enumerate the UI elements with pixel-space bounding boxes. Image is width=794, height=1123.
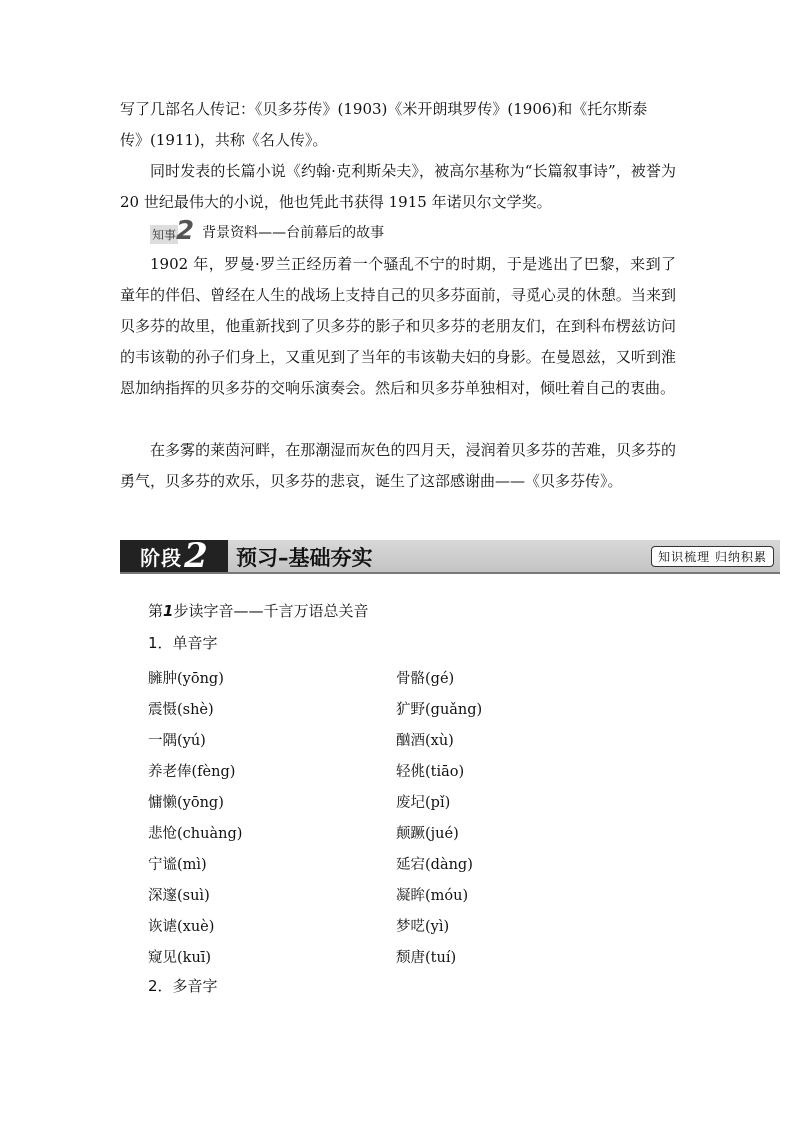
intro-para2: 同时发表的长篇小说《约翰·克利斯朵夫》，被高尔基称为“长篇叙事诗”，被誉为 20 世纪最伟大的小说，他也凭此书获得 1915 年诺贝尔文学奖。 — [120, 162, 676, 211]
intro-para1-line2: 传》(1911)，共称《名人传》。 — [120, 131, 328, 149]
vocab-row — [148, 880, 568, 911]
section-title: 背景资料——台前幕后的故事 — [202, 225, 385, 241]
vocab-item: 轻佻(tiāo) — [396, 764, 465, 780]
stage-title: 预习–基础夯实 — [236, 546, 373, 570]
stage-label — [120, 536, 228, 576]
vocab-item: 诙谑(xuè) — [148, 919, 215, 935]
vocab-item: 震慑(shè) — [148, 702, 214, 718]
vocab-row — [148, 756, 568, 787]
section-badge-word: 知事 — [150, 225, 178, 244]
vocab-item: 延宕(dàng) — [396, 857, 473, 873]
vocab-item: 一隅(yú) — [148, 733, 206, 749]
section-badge-number: 2 — [176, 216, 195, 246]
vocab-row — [148, 663, 568, 694]
vocab-item: 臃肿(yōng) — [148, 671, 224, 687]
vocab-item: 深邃(suì) — [148, 888, 210, 904]
vocab-item: 凝眸(móu) — [396, 888, 469, 904]
vocab-row — [148, 694, 568, 725]
vocab-item: 悲怆(chuàng) — [148, 826, 243, 842]
stage-tag: 知识梳理 归纳积累 — [651, 546, 774, 567]
stage-label-number: 2 — [184, 536, 208, 576]
section-heading — [150, 216, 385, 246]
vocab-item: 梦呓(yì) — [396, 919, 450, 935]
vocab-item: 窥见(kuī) — [148, 950, 212, 966]
step-title-prefix: 第 — [148, 602, 164, 620]
vocab-list — [148, 663, 568, 973]
vocab-item: 废圮(pǐ) — [396, 795, 451, 811]
step-title-suffix: 步读字音——千言万语总关音 — [173, 602, 369, 620]
vocab-row — [148, 787, 568, 818]
background-para1: 1902 年，罗曼·罗兰正经历着一个骚乱不宁的时期，于是逃出了巴黎，来到了童年的伴侣、曾经在人生的战场上支持自己的贝多芬面前，寻觅心灵的休憩。当来到贝多芬的故里，他重新找到了贝多芬的影子和贝多芬的老朋友们，在到科布楞兹访问的韦该勒的孙子们身上，又重见到了当年的韦该勒夫妇的身影。在曼恩兹，又听到淮恩加纳指挥的贝多芬的交响乐演奏会。然后和贝多芬单独相对，倾吐着自己的衷曲。 — [120, 255, 676, 397]
vocab-item: 颓唐(tuí) — [396, 950, 457, 966]
intro-para1-line1: 写了几部名人传记：《贝多芬传》(1903)《米开朗琪罗传》(1906)和《托尔斯泰 — [120, 100, 648, 118]
vocab-item: 慵懒(yōng) — [148, 795, 224, 811]
vocab-item: 犷野(guǎng) — [396, 702, 483, 718]
vocab-item: 宁谧(mì) — [148, 857, 207, 873]
vocab-row — [148, 942, 568, 973]
vocab-item: 颠蹶(jué) — [396, 826, 459, 842]
single-heading: 1．单音字 — [148, 634, 218, 652]
vocab-row — [148, 725, 568, 756]
step-title — [148, 600, 368, 621]
vocab-row — [148, 911, 568, 942]
vocab-item: 骨骼(gé) — [396, 671, 455, 687]
vocab-item: 酗酒(xù) — [396, 733, 454, 749]
multi-heading: 2．多音字 — [148, 977, 218, 995]
stage-banner — [120, 536, 780, 576]
stage-label-word: 阶段 — [140, 545, 183, 570]
background-para2: 在多雾的莱茵河畔，在那潮湿而灰色的四月天，浸润着贝多芬的苦难，贝多芬的勇气，贝多芬的欢乐，贝多芬的悲哀，诞生了这部感谢曲——《贝多芬传》。 — [120, 441, 676, 490]
step-title-number: 1 — [163, 602, 174, 620]
section-badge — [150, 216, 195, 246]
vocab-row — [148, 849, 568, 880]
vocab-item: 养老俸(fèng) — [148, 764, 236, 780]
vocab-row — [148, 818, 568, 849]
